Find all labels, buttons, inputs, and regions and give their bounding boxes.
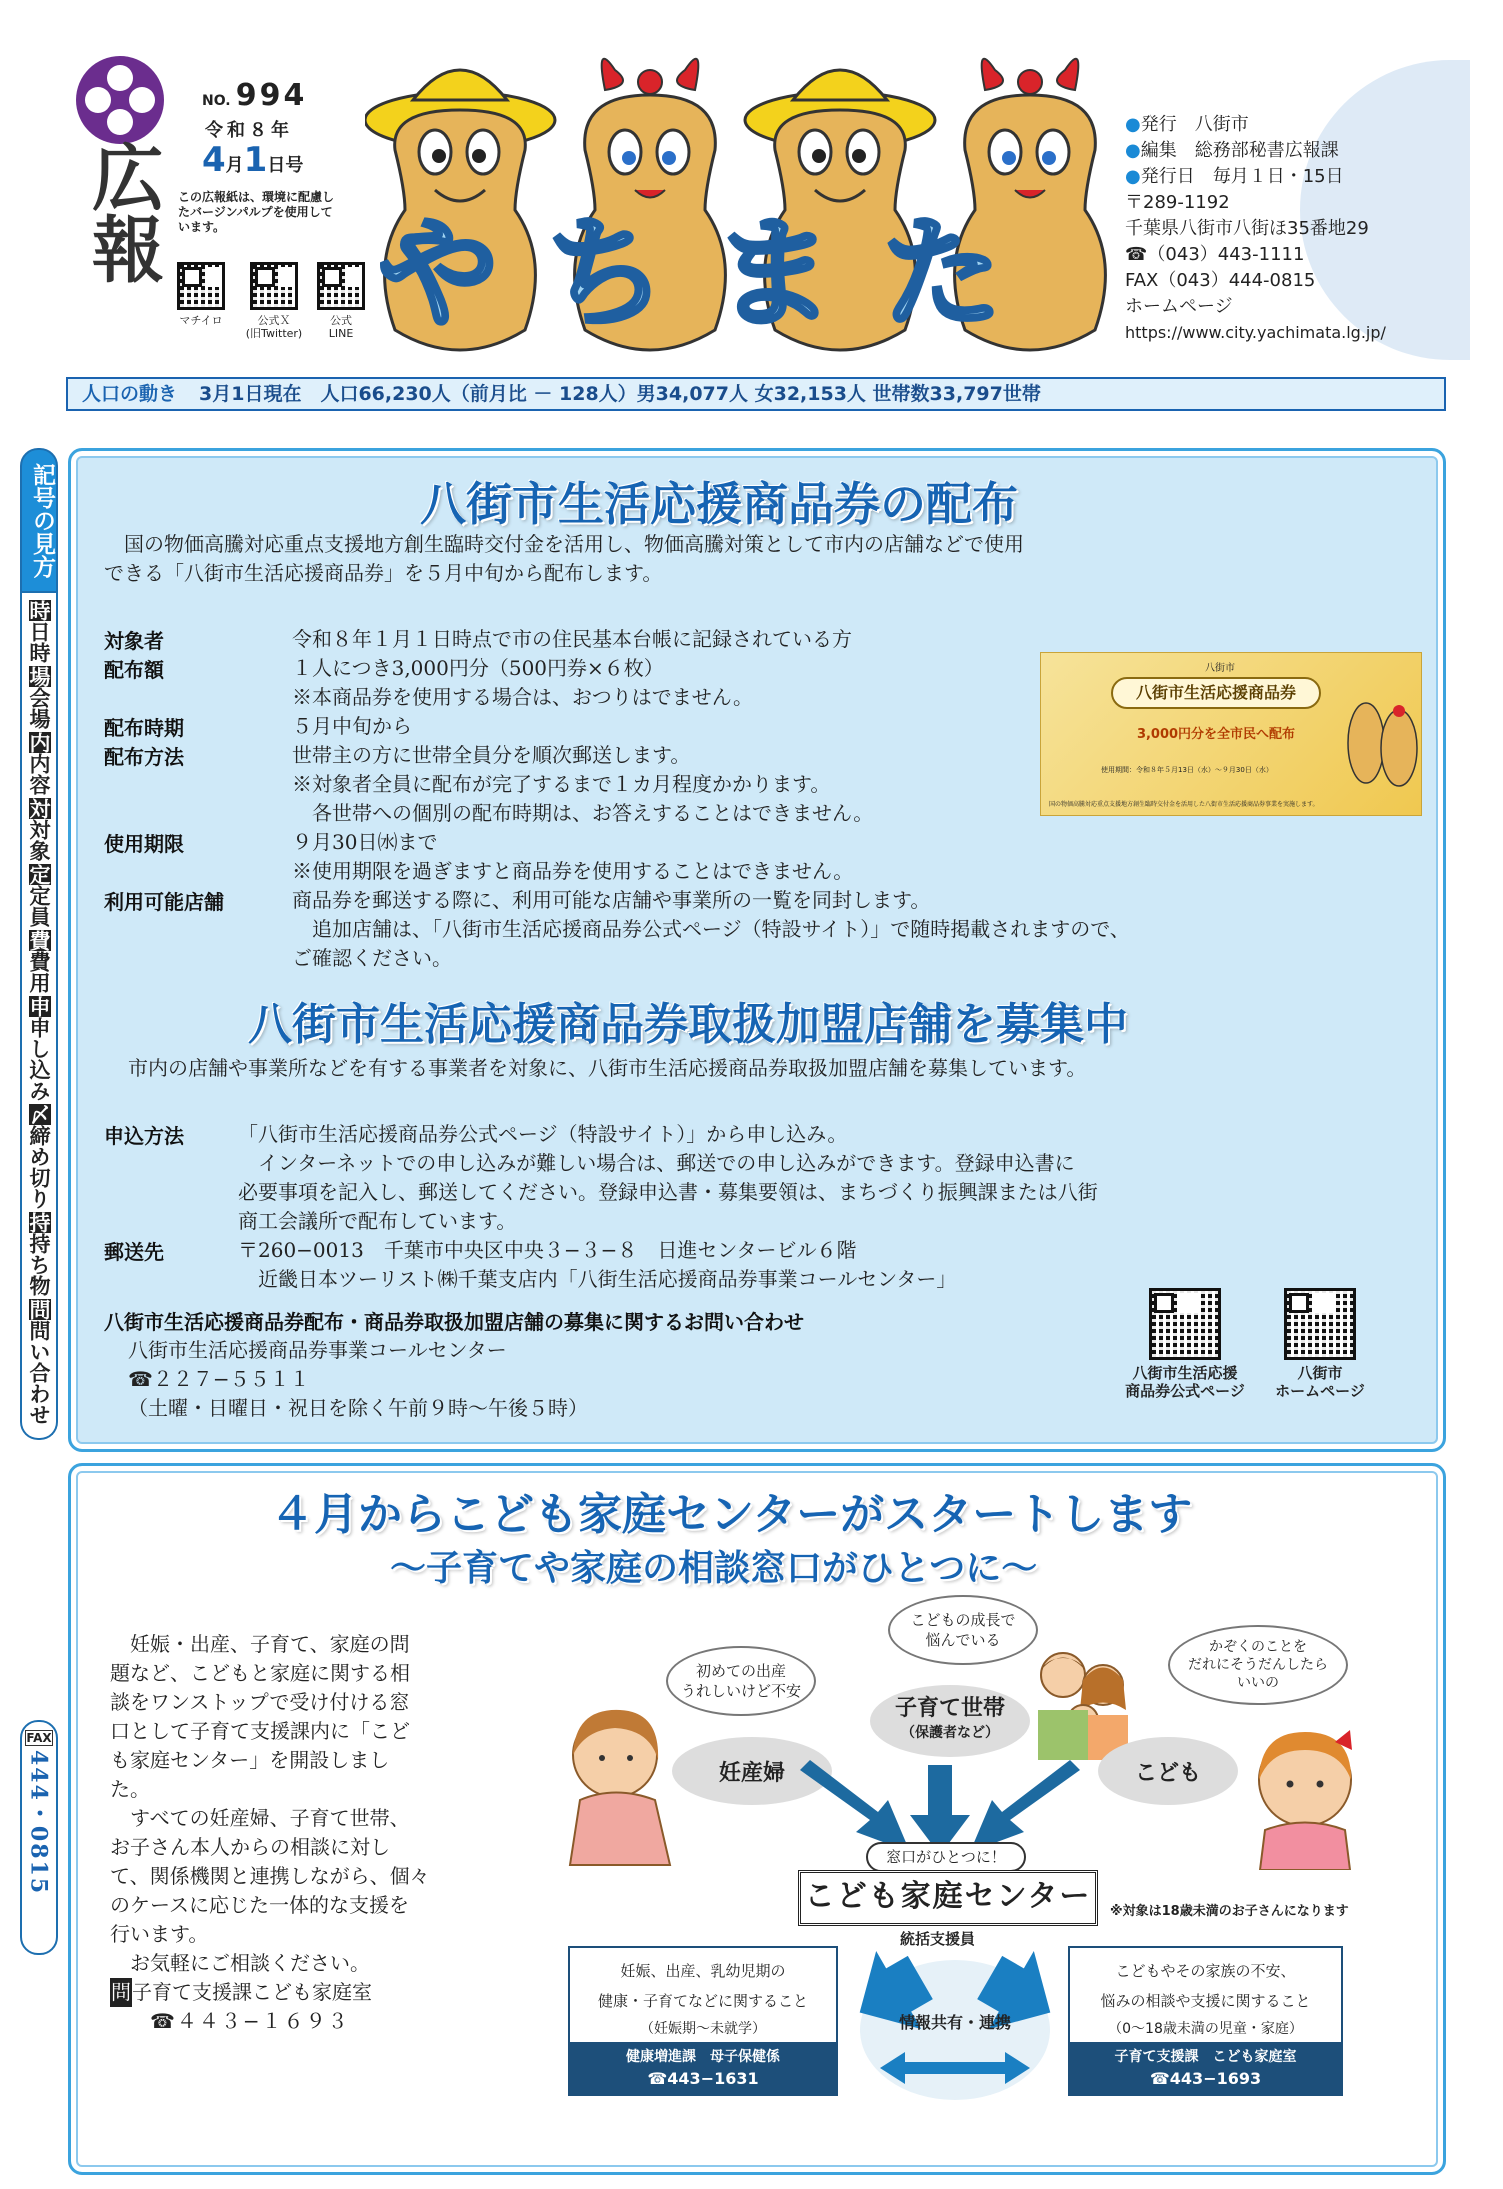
qr-machiiro[interactable]: マチイロ xyxy=(172,262,230,327)
article1-intro-1: 国の物価高騰対応重点支援地方創生臨時交付金を活用し、物価高騰対策として市内の店舗などで使用 xyxy=(104,532,1024,556)
body-line: 口として子育て支援課内に「こど xyxy=(110,1719,410,1743)
article3-contact: 問子育て支援課こども家庭室 xyxy=(110,1978,372,2007)
article3-contact-tel: ☎４４３−１６９３ xyxy=(150,2009,350,2033)
population-bar: 人口の動き 3月1日現在 人口66,230人（前月比 － 128人）男34,077人 女32,153人 世帯数33,797世帯 xyxy=(66,377,1446,411)
legend-item: 定定員 xyxy=(27,864,52,927)
legend-item: 申申し込み xyxy=(27,996,52,1101)
contact-hours: （土曜・日曜日・祝日を除く午前９時〜午後５時） xyxy=(128,1396,588,1420)
legend-item: 持持ち物 xyxy=(27,1212,52,1296)
detail-text: 商品券を郵送する際に、利用可能な店舗や事業所の一覧を同封します。 xyxy=(292,888,931,912)
body-line: た。 xyxy=(110,1777,150,1801)
symbol-legend: 記号の見方 時日時 場会場 内内容 対対象 定定員 費費用 申申し込み 〆締め切り 持持ち物 問問い合わせ xyxy=(20,448,58,1440)
legend-item: 問問い合わせ xyxy=(27,1299,52,1425)
body-line: も家庭センター」を開設しまし xyxy=(110,1748,390,1772)
box-family: こどもやその家族の不安、 悩みの相談や支援に関すること （0〜18歳未満の児童・家庭） 子育て支援課 こども家庭室 ☎443−1693 xyxy=(1068,1946,1343,2096)
detail-label: 配布方法 xyxy=(104,745,184,769)
detail-text: ※対象者全員に配布が完了するまで１カ月程度かかります。 xyxy=(292,772,831,796)
article2-intro: 市内の店舗や事業所などを有する事業者を対象に、八街市生活応援商品券取扱加盟店舗を募集しています。 xyxy=(108,1056,1087,1080)
detail-label: 配布時期 xyxy=(104,716,184,740)
bubble-child: かぞくのことを だれにそうだんしたら いいの xyxy=(1168,1625,1348,1705)
detail-text: ご確認ください。 xyxy=(292,946,452,970)
detail-label: 配布額 xyxy=(104,658,164,682)
contact-title: 八街市生活応援商品券配布・商品券取扱加盟店舗の募集に関するお問い合わせ xyxy=(104,1310,804,1334)
detail-text: 追加店舗は、「八街市生活応援商品券公式ページ（特設サイト）」で随時掲載されますので、 xyxy=(292,917,1130,941)
bubble-pregnant: 初めての出産 うれしいけど不安 xyxy=(666,1646,816,1716)
center-note: ※対象は18歳未満のお子さんになります xyxy=(1110,1904,1349,1919)
detail-text: ※使用期限を過ぎますと商品券を使用することはできません。 xyxy=(292,859,854,883)
fax-number-box: FAX 444・0815 xyxy=(20,1720,58,1955)
legend-item: 時日時 xyxy=(27,600,52,663)
body-line: 談をワンストップで受け付ける窓 xyxy=(110,1690,410,1714)
kanji-title: 広報 xyxy=(80,140,165,284)
publisher-info: ●発行 八街市 ●編集 総務部秘書広報課 ●発行日 毎月１日・15日 〒289-1192 千葉県八街市八街ほ35番地29 ☎（043）443-1111 FAX（043）444-0815 ホームページ https://www.city.yachimata.lg.jp/ xyxy=(1125,112,1386,346)
article3-title: ４月からこども家庭センターがスタートします xyxy=(270,1489,1193,1540)
detail-text: 必要事項を記入し、郵送してください。登録申込書・募集要領は、まちづくり振興課または八街 xyxy=(238,1180,1098,1204)
issue-date: 4月1日号 xyxy=(202,140,304,180)
detail-text: 世帯主の方に世帯全員分を順次郵送します。 xyxy=(292,743,691,767)
detail-text: 近畿日本ツーリスト㈱千葉支店内「八街生活応援商品券事業コールセンター」 xyxy=(238,1267,957,1291)
bubble-parent: こどもの成長で 悩んでいる xyxy=(888,1595,1038,1665)
body-line: のケースに応じた一体的な支援を xyxy=(110,1893,409,1917)
detail-text: 各世帯への個別の配布時期は、お答えすることはできません。 xyxy=(292,801,874,825)
center-name: こども家庭センター xyxy=(798,1870,1098,1926)
body-line: 行います。 xyxy=(110,1922,209,1946)
paper-note: この広報紙は、環境に配慮したバージンパルプを使用しています。 xyxy=(178,190,335,234)
voucher-image: 八街市 八街市生活応援商品券 3,000円分を全市民へ配布 使用期間：令和８年５月13日（水）〜９月30日（水） 国の物価高騰対応重点支援地方創生臨時交付金を活用した八街市生活応援商品券事業を実施します。 xyxy=(1040,652,1422,816)
detail-text: ９月30日㈬まで xyxy=(292,830,438,854)
label-pregnant: 妊産婦 xyxy=(672,1737,832,1805)
body-line: て、関係機関と連携しながら、個々 xyxy=(110,1864,430,1888)
box-health: 妊娠、出産、乳幼児期の 健康・子育てなどに関すること （妊娠期〜未就学） 健康増進課 母子保健係 ☎443−1631 xyxy=(568,1946,838,2096)
article3-subtitle: 〜子育てや家庭の相談窓口がひとつに〜 xyxy=(390,1548,1038,1589)
child-illustration xyxy=(1240,1720,1370,1870)
detail-text: 〒260−0013 千葉市中央区中央３−３−８ 日進センタービル６階 xyxy=(238,1238,857,1262)
legend-item: 内内容 xyxy=(27,732,52,795)
issue-era: 令和８年 xyxy=(205,120,293,141)
contact-name: 八街市生活応援商品券事業コールセンター xyxy=(128,1338,507,1362)
family-illustration xyxy=(1028,1640,1138,1760)
label-child: こども xyxy=(1098,1737,1238,1805)
detail-text: ※本商品券を使用する場合は、おつりはでません。 xyxy=(292,685,753,709)
contact-tel: ☎２２７−５５１１ xyxy=(128,1367,310,1391)
city-emblem xyxy=(72,52,168,148)
body-line: お子さん本人からの相談に対し xyxy=(110,1835,390,1859)
detail-text: 「八街市生活応援商品券公式ページ（特設サイト）」から申し込み。 xyxy=(238,1122,848,1146)
homepage-link[interactable]: https://www.city.yachimata.lg.jp/ xyxy=(1125,323,1386,342)
qr-official-x[interactable]: 公式Ｘ (旧Twitter) xyxy=(240,262,308,340)
detail-text: 商工会議所で配布しています。 xyxy=(238,1209,517,1233)
article2-title: 八街市生活応援商品券取扱加盟店舗を募集中 xyxy=(248,999,1128,1050)
pregnant-woman-illustration xyxy=(560,1700,680,1870)
label-parent: 子育て世帯 （保護者など） xyxy=(870,1685,1030,1757)
body-line: すべての妊産婦、子育て世帯、 xyxy=(110,1806,410,1830)
detail-text: １人につき3,000円分（500円券×６枚） xyxy=(292,656,664,680)
detail-label: 郵送先 xyxy=(104,1240,164,1264)
body-line: 妊娠・出産、子育て、家庭の問 xyxy=(110,1632,410,1656)
legend-item: 〆締め切り xyxy=(27,1104,52,1209)
article1-intro-2: できる「八街市生活応援商品券」を５月中旬から配布します。 xyxy=(104,561,663,585)
detail-text: ５月中旬から xyxy=(292,714,412,738)
detail-label: 対象者 xyxy=(104,629,164,653)
detail-label: 利用可能店舗 xyxy=(104,890,224,914)
article1-title: 八街市生活応援商品券の配布 xyxy=(420,477,1018,531)
qr-voucher-page[interactable]: 八街市生活応援 商品券公式ページ xyxy=(1115,1288,1255,1400)
body-line: お気軽にご相談ください。 xyxy=(110,1951,370,1975)
body-line: 題など、こどもと家庭に関する相 xyxy=(110,1661,410,1685)
share-label: 情報共有・連携 xyxy=(898,2013,1011,2032)
qr-city-homepage[interactable]: 八街市 ホームページ xyxy=(1260,1288,1380,1400)
legend-item: 費費用 xyxy=(27,930,52,993)
article3-body xyxy=(110,1630,540,1978)
legend-item: 場会場 xyxy=(27,666,52,729)
coordinator-label: 統括支援員 xyxy=(900,1930,976,1948)
legend-item: 対対象 xyxy=(27,798,52,861)
detail-label: 使用期限 xyxy=(104,832,184,856)
detail-text: 令和８年１月１日時点で市の住民基本台帳に記録されている方 xyxy=(292,627,852,651)
qr-line[interactable]: 公式 LINE xyxy=(312,262,370,340)
detail-label: 申込方法 xyxy=(104,1124,184,1148)
detail-text: インターネットでの申し込みが難しい場合は、郵送での申し込みができます。登録申込書に xyxy=(238,1151,1075,1175)
logo-title: やちまた xyxy=(378,205,1050,344)
issue-number: NO. 994 xyxy=(202,78,308,113)
window-label: 窓口がひとつに！ xyxy=(866,1842,1026,1872)
